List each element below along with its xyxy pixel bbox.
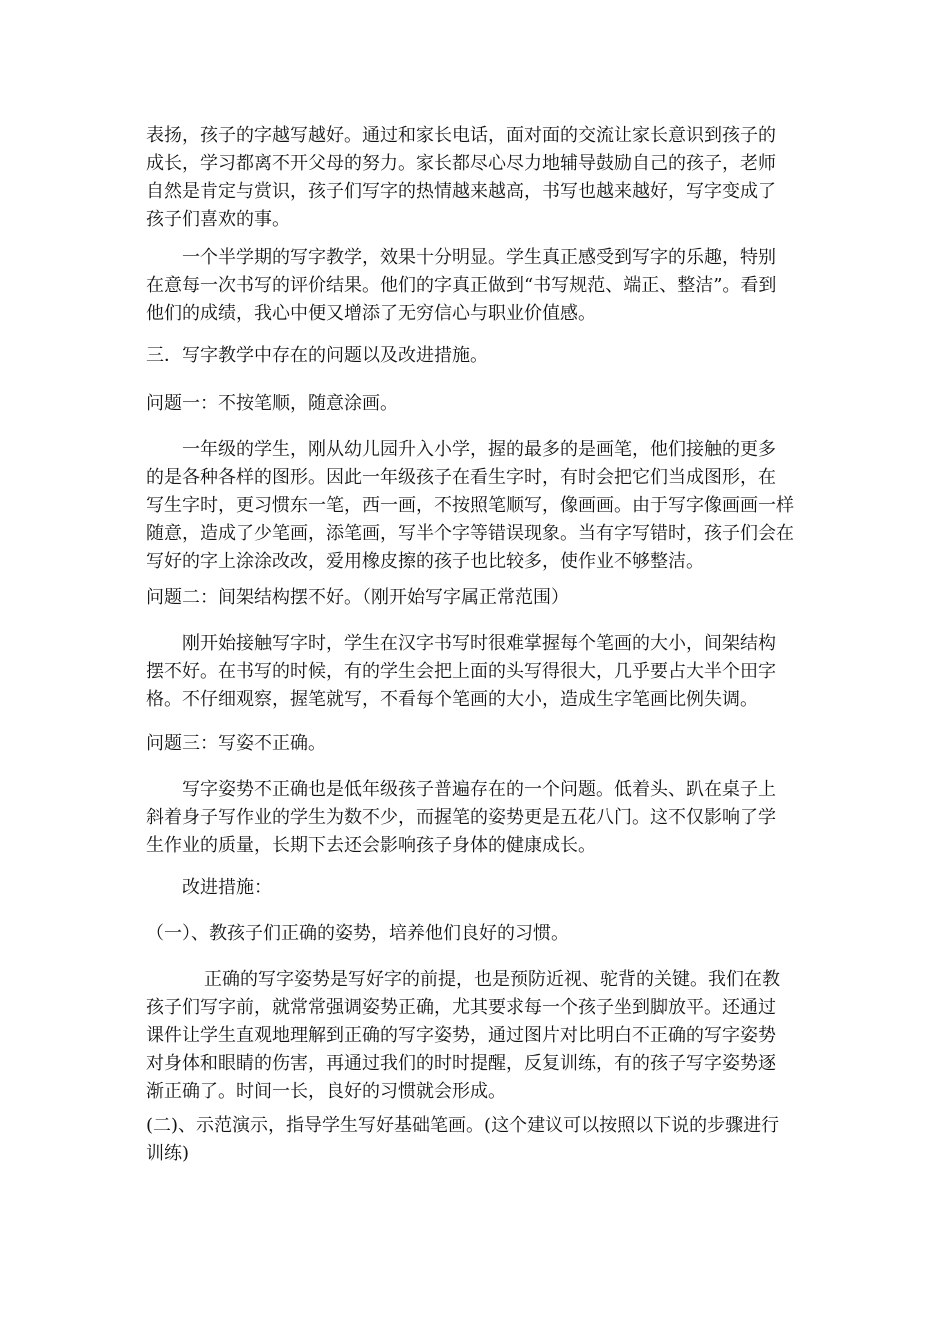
measure-two-heading	[146, 1112, 812, 1168]
text-line: 训练)	[146, 1143, 190, 1164]
section-heading-problems	[146, 342, 812, 370]
text-line: 格。不仔细观察，握笔就写，不看每个笔画的大小，造成生字笔画比例失调。	[146, 689, 758, 710]
text-line: 问题三：写姿不正确。	[146, 733, 326, 754]
paragraph-problem-two	[146, 630, 812, 714]
text-line: 写好的字上涂涂改改，爱用橡皮擦的孩子也比较多，使作业不够整洁。	[146, 551, 704, 572]
text-line: 孩子们喜欢的事。	[146, 209, 290, 230]
text-line: 斜着身子写作业的学生为数不少，而握笔的姿势更是五花八门。这不仅影响了学	[146, 807, 776, 828]
paragraph-semester-results	[146, 244, 812, 328]
problem-one-heading	[146, 390, 812, 418]
improvement-heading	[146, 874, 812, 902]
text-line: 一个半学期的写字教学，效果十分明显。学生真正感受到写字的乐趣，特别	[182, 247, 776, 268]
paragraph-measure-one	[146, 966, 812, 1106]
text-line: 随意，造成了少笔画，添笔画，写半个字等错误现象。当有字写错时，孩子们会在	[146, 523, 794, 544]
text-line: 渐正确了。时间一长，良好的习惯就会形成。	[146, 1081, 506, 1102]
text-line: 成长，学习都离不开父母的努力。家长都尽心尽力地辅导鼓励自己的孩子，老师	[146, 153, 776, 174]
text-line: 写字姿势不正确也是低年级孩子普遍存在的一个问题。低着头、趴在桌子上	[182, 779, 776, 800]
text-line: (二)、示范演示，指导学生写好基础笔画。(这个建议可以按照以下说的步骤进行	[146, 1115, 780, 1136]
paragraph-problem-three	[146, 776, 812, 860]
text-line: 问题二：间架结构摆不好。（刚开始写字属正常范围）	[146, 587, 569, 608]
text-line: 生作业的质量，长期下去还会影响孩子身体的健康成长。	[146, 835, 596, 856]
text-line: 表扬，孩子的字越写越好。通过和家长电话，面对面的交流让家长意识到孩子的	[146, 125, 776, 146]
text-line: 自然是肯定与赏识，孩子们写字的热情越来越高，书写也越来越好，写字变成了	[146, 181, 776, 202]
text-line: 改进措施：	[182, 877, 272, 898]
paragraph-praise-progress	[146, 122, 812, 234]
text-line: 对身体和眼睛的伤害，再通过我们的时时提醒，反复训练，有的孩子写字姿势逐	[146, 1053, 776, 1074]
text-line: 一年级的学生，刚从幼儿园升入小学，握的最多的是画笔，他们接触的更多	[182, 439, 776, 460]
text-line: 在意每一次书写的评价结果。他们的字真正做到“书写规范、端正、整洁”。看到	[146, 275, 777, 296]
text-line: 孩子们写字前，就常常强调姿势正确，尤其要求每一个孩子坐到脚放平。还通过	[146, 997, 776, 1018]
text-line: 刚开始接触写字时，学生在汉字书写时很难掌握每个笔画的大小，间架结构	[182, 633, 776, 654]
text-line: 他们的成绩，我心中便又增添了无穷信心与职业价值感。	[146, 303, 596, 324]
text-line: 问题一：不按笔顺，随意涂画。	[146, 393, 398, 414]
text-line: 的是各种各样的图形。因此一年级孩子在看生字时，有时会把它们当成图形，在	[146, 467, 776, 488]
problem-two-heading	[146, 584, 812, 612]
measure-one-heading	[146, 920, 812, 948]
paragraph-problem-one	[146, 436, 812, 576]
text-line: 三．写字教学中存在的问题以及改进措施。	[146, 345, 488, 366]
problem-three-heading	[146, 730, 812, 758]
text-line: 写生字时，更习惯东一笔，西一画，不按照笔顺写，像画画。由于写字像画画一样	[146, 495, 794, 516]
text-line: 课件让学生直观地理解到正确的写字姿势，通过图片对比明白不正确的写字姿势	[146, 1025, 776, 1046]
text-line: 摆不好。在书写的时候，有的学生会把上面的头写得很大，几乎要占大半个田字	[146, 661, 776, 682]
text-line: （一）、教孩子们正确的姿势，培养他们良好的习惯。	[146, 923, 569, 944]
text-line: 正确的写字姿势是写好字的前提，也是预防近视、驼背的关键。我们在教	[204, 969, 780, 990]
